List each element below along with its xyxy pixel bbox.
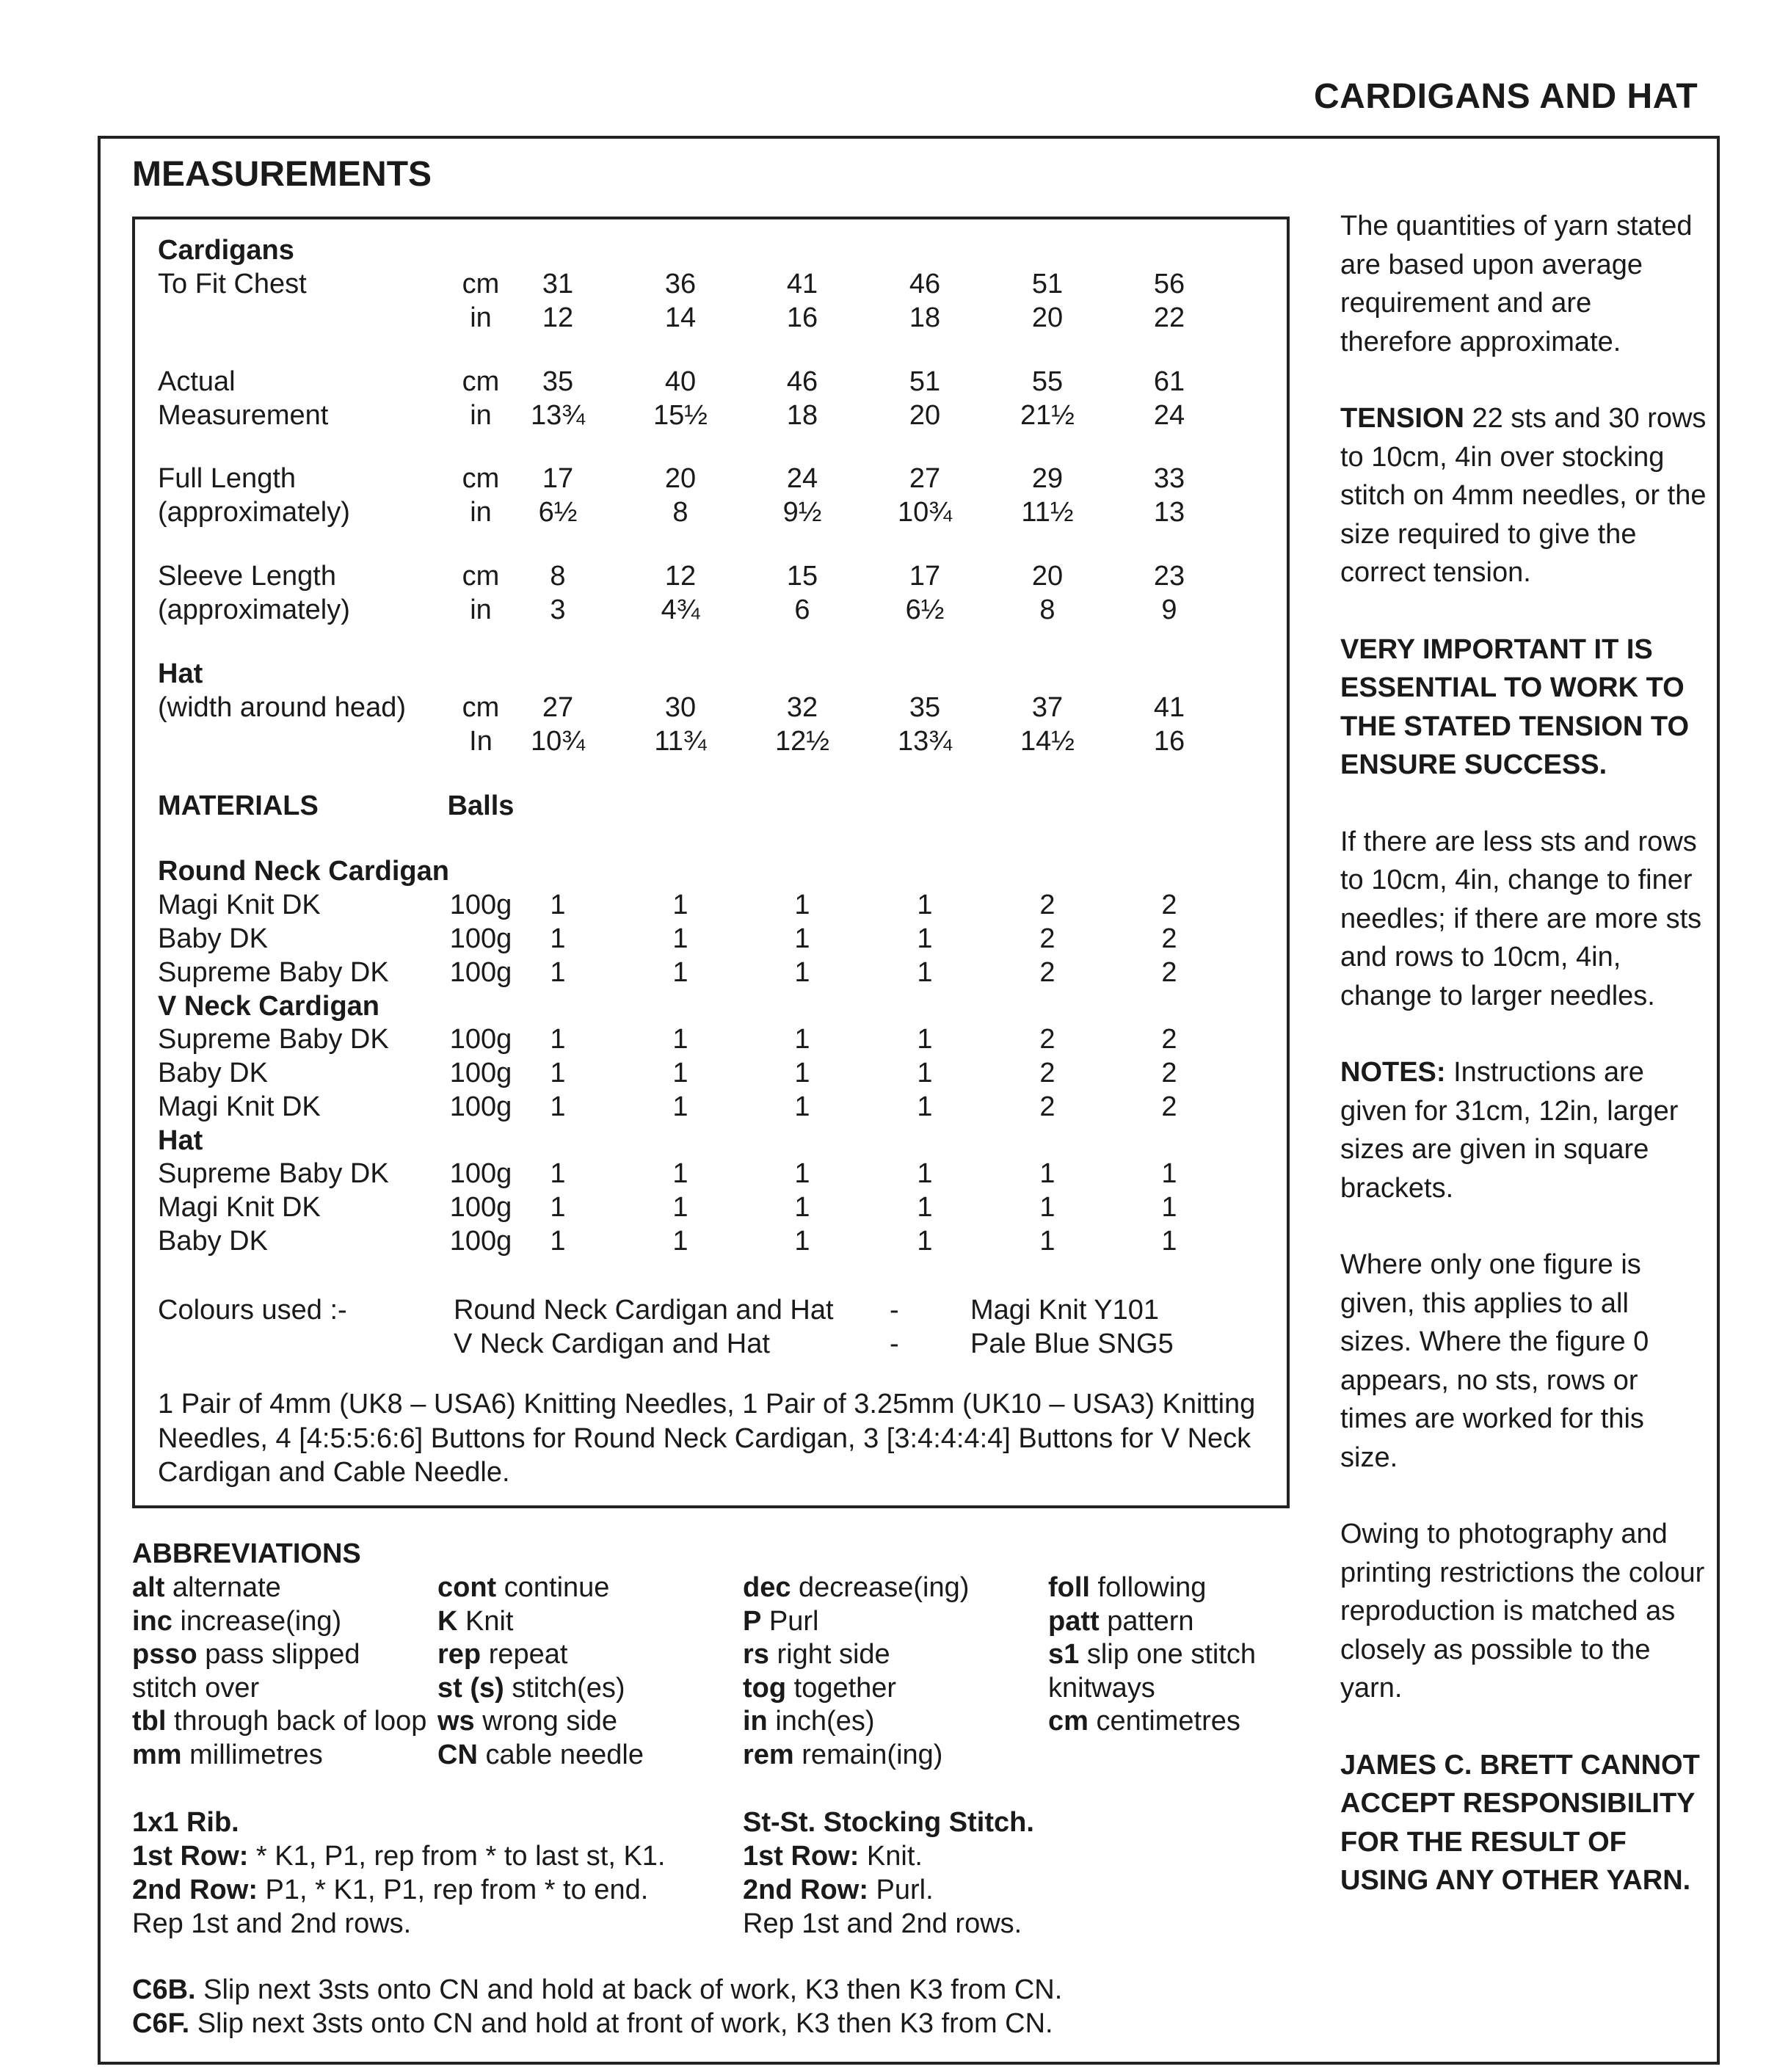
yarn-ball-qty: 1 <box>672 1058 688 1088</box>
yarn-ball-qty: 2 <box>1161 1024 1177 1055</box>
measure-row-sublabel: (approximately) <box>158 497 350 528</box>
photo-note: Owing to photography and printing restrictions the colour reproduction is matched as closely as possible to the yarn. <box>1340 1519 1705 1704</box>
hat-measure-label: Hat <box>158 658 203 689</box>
yarn-ball-qty: 1 <box>917 923 933 954</box>
yarn-name: Supreme Baby DK <box>158 1024 389 1055</box>
yarn-weight: 100g <box>449 1226 512 1257</box>
notes-text: Instructions are given for 31cm, 12in, larger sizes are given in square brackets. <box>1340 1057 1679 1204</box>
measure-in-value: 15½ <box>653 400 708 431</box>
yarn-weight: 100g <box>449 1058 512 1088</box>
unit-in: in <box>470 302 492 333</box>
hat-in-value: 16 <box>1153 726 1185 757</box>
hat-in-value: 12½ <box>775 726 829 757</box>
measure-cm-value: 46 <box>786 366 818 397</box>
yarn-ball-qty: 1 <box>917 1226 933 1257</box>
abbreviation-entry <box>437 1638 567 1672</box>
yarn-ball-qty: 1 <box>794 1091 810 1122</box>
measure-in-value: 6½ <box>538 497 578 528</box>
yarn-ball-qty: 1 <box>550 1091 566 1122</box>
abbreviation-entry <box>743 1605 819 1639</box>
abbreviation-meaning: right side <box>768 1639 890 1670</box>
yarn-ball-qty: 1 <box>917 1091 933 1122</box>
cardigans-label: Cardigans <box>158 235 294 266</box>
hat-cm-value: 41 <box>1153 692 1185 723</box>
abbreviation-meaning: alternate <box>164 1572 281 1603</box>
yarn-ball-qty: 1 <box>794 1158 810 1189</box>
colours-label: Colours used :- <box>158 1295 347 1326</box>
abbreviation-meaning: cable needle <box>477 1739 644 1770</box>
abbreviation-key: st (s) <box>437 1672 504 1704</box>
yarn-weight: 100g <box>449 1091 512 1122</box>
unit-cm: cm <box>462 692 500 723</box>
measure-cm-value: 35 <box>542 366 574 397</box>
st-row-2 <box>743 1873 934 1907</box>
abbreviation-entry <box>743 1571 969 1605</box>
measure-in-value: 6 <box>794 595 810 625</box>
measure-in-value: 13¾ <box>531 400 585 431</box>
measurements-title: MEASUREMENTS <box>132 155 432 194</box>
abbreviation-meaning: remain(ing) <box>793 1739 943 1770</box>
c6f-label: C6F. <box>132 2008 190 2039</box>
unit-in: in <box>470 400 492 431</box>
abbreviation-entry <box>1048 1638 1256 1672</box>
abbreviation-key: cont <box>437 1572 497 1603</box>
measure-row-label: Sleeve Length <box>158 561 336 592</box>
abbreviation-key: CN <box>437 1739 478 1770</box>
hat-in-value: 10¾ <box>531 726 585 757</box>
yarn-ball-qty: 1 <box>794 1024 810 1055</box>
material-group-title: Hat <box>158 1125 203 1156</box>
abbreviation-key: patt <box>1048 1605 1100 1637</box>
measure-in-value: 16 <box>786 302 818 333</box>
measure-in-value: 22 <box>1153 302 1185 333</box>
abbreviation-entry <box>743 1638 890 1672</box>
yarn-name: Magi Knit DK <box>158 1091 321 1122</box>
measure-in-value: 10¾ <box>898 497 952 528</box>
abbreviation-meaning: repeat <box>481 1639 568 1670</box>
yarn-ball-qty: 2 <box>1161 1091 1177 1122</box>
yarn-ball-qty: 1 <box>550 1024 566 1055</box>
abbreviation-meaning: together <box>786 1672 897 1704</box>
abbreviation-meaning: increase(ing) <box>172 1605 342 1637</box>
yarn-ball-qty: 1 <box>550 1192 566 1223</box>
measure-cm-value: 20 <box>664 463 697 494</box>
yarn-name: Magi Knit DK <box>158 1192 321 1223</box>
yarn-ball-qty: 1 <box>1161 1192 1177 1223</box>
hat-in-value: 14½ <box>1020 726 1075 757</box>
rib-row-2 <box>132 1873 648 1907</box>
balls-label: Balls <box>447 790 515 821</box>
yarn-ball-qty: 1 <box>917 1024 933 1055</box>
yarn-name: Baby DK <box>158 1226 268 1257</box>
measure-cm-value: 33 <box>1153 463 1185 494</box>
abbreviation-entry <box>1048 1705 1240 1739</box>
measure-in-value: 13 <box>1153 497 1185 528</box>
abbreviation-key: dec <box>743 1572 791 1603</box>
yarn-weight: 100g <box>449 1024 512 1055</box>
yarn-ball-qty: 1 <box>1039 1192 1055 1223</box>
abbreviation-entry <box>1048 1605 1194 1639</box>
measure-cm-value: 55 <box>1031 366 1064 397</box>
abbreviation-meaning: Knit <box>457 1605 514 1637</box>
measure-cm-value: 51 <box>909 366 941 397</box>
st-row-1-text: Knit. <box>859 1841 923 1872</box>
yarn-ball-qty: 1 <box>1039 1226 1055 1257</box>
yarn-ball-qty: 2 <box>1039 923 1055 954</box>
abbreviation-entry <box>437 1605 514 1639</box>
unit-cm: cm <box>462 561 500 592</box>
measure-cm-value: 51 <box>1031 269 1064 299</box>
yarn-weight: 100g <box>449 1158 512 1189</box>
unit-cm: cm <box>462 269 500 299</box>
measure-cm-value: 40 <box>664 366 697 397</box>
abbreviation-key: rs <box>743 1639 769 1670</box>
abbreviation-meaning: Purl <box>761 1605 819 1637</box>
measure-in-value: 14 <box>664 302 697 333</box>
c6b-instruction <box>132 1973 1062 2007</box>
colour-item-1: Round Neck Cardigan and Hat <box>454 1295 834 1326</box>
hat-cm-value: 27 <box>542 692 574 723</box>
abbreviation-meaning: through back of loop <box>166 1706 427 1737</box>
yarn-weight: 100g <box>449 923 512 954</box>
yarn-ball-qty: 2 <box>1161 890 1177 920</box>
yarn-ball-qty: 1 <box>917 1192 933 1223</box>
abbreviation-key: in <box>743 1706 768 1737</box>
measure-in-value: 20 <box>1031 302 1064 333</box>
yarn-ball-qty: 2 <box>1039 1024 1055 1055</box>
important-note: VERY IMPORTANT IT IS ESSENTIAL TO WORK TO THE STATED TENSION TO ENSURE SUCCESS. <box>1340 633 1690 780</box>
st-row-1 <box>743 1839 923 1873</box>
abbreviation-entry <box>132 1638 360 1672</box>
c6f-text: Slip next 3sts onto CN and hold at front of work, K3 then K3 from CN. <box>189 2008 1053 2039</box>
abbreviation-entry <box>437 1705 617 1739</box>
rib-row-2-text: P1, * K1, P1, rep from * to end. <box>257 1875 649 1905</box>
figure-note: Where only one figure is given, this applies to all sizes. Where the figure 0 appears, no sts, rows or times are worked for this size. <box>1340 1249 1649 1473</box>
abbreviation-entry <box>437 1739 644 1773</box>
yarn-name: Supreme Baby DK <box>158 957 389 988</box>
abbreviation-entry <box>132 1571 281 1605</box>
notes-note <box>1340 1053 1707 1207</box>
rib-row-1-label: 1st Row: <box>132 1841 249 1872</box>
yarn-weight: 100g <box>449 890 512 920</box>
measure-cm-value: 23 <box>1153 561 1185 592</box>
abbreviation-entry <box>743 1672 896 1706</box>
abbreviation-meaning: inch(es) <box>767 1706 875 1737</box>
abbreviation-entry <box>1048 1672 1155 1706</box>
abbreviation-key: K <box>437 1605 458 1637</box>
materials-label: MATERIALS <box>158 790 319 821</box>
unit-cm: cm <box>462 366 500 397</box>
measure-cm-value: 12 <box>664 561 697 592</box>
yarn-name: Supreme Baby DK <box>158 1158 389 1189</box>
measure-cm-value: 31 <box>542 269 574 299</box>
yarn-ball-qty: 1 <box>917 957 933 988</box>
unit-in: in <box>470 497 492 528</box>
yarn-ball-qty: 1 <box>550 923 566 954</box>
hat-cm-value: 35 <box>909 692 941 723</box>
abbreviation-meaning: continue <box>496 1572 610 1603</box>
abbreviation-meaning: centimetres <box>1088 1706 1240 1737</box>
disclaimer: JAMES C. BRETT CANNOT ACCEPT RESPONSIBILITY FOR THE RESULT OF USING ANY OTHER YARN. <box>1340 1749 1700 1896</box>
measure-cm-value: 29 <box>1031 463 1064 494</box>
measure-cm-value: 24 <box>786 463 818 494</box>
hat-cm-value: 37 <box>1031 692 1064 723</box>
abbreviation-key: rep <box>437 1639 482 1670</box>
measure-in-value: 8 <box>672 497 688 528</box>
c6f-instruction <box>132 2007 1053 2040</box>
measure-cm-value: 46 <box>909 269 941 299</box>
abbreviation-meaning: stitch(es) <box>504 1672 625 1704</box>
measure-in-value: 3 <box>550 595 566 625</box>
yarn-ball-qty: 1 <box>550 890 566 920</box>
rib-row-1-text: * K1, P1, rep from * to last st, K1. <box>248 1841 666 1872</box>
yarn-ball-qty: 1 <box>672 1192 688 1223</box>
measure-in-value: 9½ <box>782 497 822 528</box>
yarn-ball-qty: 1 <box>1039 1158 1055 1189</box>
tension-note <box>1340 399 1707 592</box>
measure-in-value: 24 <box>1153 400 1185 431</box>
tension-text: 22 sts and 30 rows to 10cm, 4in over stocking stitch on 4mm needles, or the size required to give the correct tension. <box>1340 403 1707 588</box>
abbreviation-key: alt <box>132 1572 165 1603</box>
abbreviation-entry <box>132 1739 323 1773</box>
measure-in-value: 8 <box>1039 595 1055 625</box>
measure-cm-value: 56 <box>1153 269 1185 299</box>
yarn-ball-qty: 1 <box>550 1158 566 1189</box>
abbreviation-entry <box>743 1705 875 1739</box>
colour-value-2: Pale Blue SNG5 <box>970 1328 1174 1359</box>
rib-row-2-label: 2nd Row: <box>132 1875 258 1905</box>
needles-advice: If there are less sts and rows to 10cm, 4in, change to finer needles; if there are more sts and rows to 10cm, 4in, change to larger needles. <box>1340 826 1702 1011</box>
yarn-weight: 100g <box>449 1192 512 1223</box>
abbreviation-key: rem <box>743 1739 794 1770</box>
st-row-2-label: 2nd Row: <box>743 1875 868 1905</box>
hat-cm-value: 32 <box>786 692 818 723</box>
measure-cm-value: 17 <box>909 561 941 592</box>
measure-cm-value: 20 <box>1031 561 1064 592</box>
yarn-ball-qty: 1 <box>550 1226 566 1257</box>
yarn-name: Baby DK <box>158 923 268 954</box>
yarn-ball-qty: 1 <box>794 1226 810 1257</box>
abbreviation-meaning: pattern <box>1099 1605 1194 1637</box>
unit-in: In <box>469 726 493 757</box>
yarn-ball-qty: 1 <box>672 1226 688 1257</box>
yarn-ball-qty: 1 <box>794 957 810 988</box>
needles-note: 1 Pair of 4mm (UK8 – USA6) Knitting Needles, 1 Pair of 3.25mm (UK10 – USA3) Knitting Needles, 4 [4:5:5:6:6] Buttons for Round Neck Cardigan, 3 [3:4:4:4:4] Buttons for V Neck Cardigan and Cable Needle. <box>158 1389 1256 1488</box>
yarn-name: Baby DK <box>158 1058 268 1088</box>
measure-in-value: 9 <box>1161 595 1177 625</box>
hat-in-value: 11¾ <box>654 726 707 757</box>
measure-in-value: 11½ <box>1021 497 1074 528</box>
abbreviation-entry <box>132 1705 426 1739</box>
abbreviation-meaning: pass slipped <box>197 1639 360 1670</box>
yarn-ball-qty: 1 <box>917 890 933 920</box>
yarn-ball-qty: 2 <box>1039 1091 1055 1122</box>
yarn-weight: 100g <box>449 957 512 988</box>
material-group-title: V Neck Cardigan <box>158 991 379 1022</box>
abbreviation-entry <box>743 1739 942 1773</box>
page-header-title: CARDIGANS AND HAT <box>1314 77 1698 116</box>
measure-cm-value: 15 <box>786 561 818 592</box>
yarn-ball-qty: 1 <box>672 1158 688 1189</box>
measure-cm-value: 17 <box>542 463 574 494</box>
abbreviation-key: s1 <box>1048 1639 1080 1670</box>
measure-cm-value: 27 <box>909 463 941 494</box>
abbreviation-key: tog <box>743 1672 787 1704</box>
measure-cm-value: 41 <box>786 269 818 299</box>
yarn-ball-qty: 1 <box>672 957 688 988</box>
abbreviation-entry <box>132 1672 259 1706</box>
colour-dash-2: - <box>890 1328 899 1359</box>
measure-row-label: To Fit Chest <box>158 269 307 299</box>
abbreviation-entry <box>437 1571 609 1605</box>
abbreviation-meaning: stitch over <box>132 1672 260 1704</box>
abbreviation-key: foll <box>1048 1572 1090 1603</box>
tension-label: TENSION <box>1340 403 1464 434</box>
measure-in-value: 12 <box>542 302 574 333</box>
abbreviation-meaning: millimetres <box>181 1739 323 1770</box>
abbreviations-title: ABBREVIATIONS <box>132 1538 361 1569</box>
abbreviation-key: tbl <box>132 1706 167 1737</box>
colour-dash-1: - <box>890 1295 899 1326</box>
colour-value-1: Magi Knit Y101 <box>970 1295 1160 1326</box>
abbreviation-key: psso <box>132 1639 197 1670</box>
yarn-ball-qty: 1 <box>550 1058 566 1088</box>
c6b-label: C6B. <box>132 1974 196 2005</box>
rib-repeat: Rep 1st and 2nd rows. <box>132 1908 412 1939</box>
rib-row-1 <box>132 1839 666 1873</box>
abbreviation-key: ws <box>437 1706 475 1737</box>
yarn-ball-qty: 1 <box>794 923 810 954</box>
abbreviation-key: cm <box>1048 1706 1089 1737</box>
yarn-ball-qty: 1 <box>917 1158 933 1189</box>
hat-cm-value: 30 <box>664 692 697 723</box>
abbreviation-key: inc <box>132 1605 172 1637</box>
yarn-ball-qty: 2 <box>1161 923 1177 954</box>
yarn-ball-qty: 1 <box>794 1192 810 1223</box>
yarn-ball-qty: 1 <box>1161 1158 1177 1189</box>
measure-in-value: 21½ <box>1020 400 1075 431</box>
yarn-ball-qty: 2 <box>1039 957 1055 988</box>
hat-measure-sublabel: (width around head) <box>158 692 406 723</box>
notes-label: NOTES: <box>1340 1057 1446 1088</box>
yarn-ball-qty: 2 <box>1039 1058 1055 1088</box>
abbreviation-meaning: knitways <box>1048 1672 1155 1704</box>
measure-in-value: 4¾ <box>661 595 700 625</box>
measure-in-value: 6½ <box>905 595 945 625</box>
abbreviation-entry <box>132 1605 341 1639</box>
measure-cm-value: 36 <box>664 269 697 299</box>
yarn-ball-qty: 2 <box>1039 890 1055 920</box>
sidebar-notes <box>1340 207 1707 1938</box>
unit-in: in <box>470 595 492 625</box>
yarn-ball-qty: 1 <box>550 957 566 988</box>
yarn-ball-qty: 1 <box>672 890 688 920</box>
colour-item-2: V Neck Cardigan and Hat <box>454 1328 770 1359</box>
measure-row-label: Actual <box>158 366 236 397</box>
yarn-ball-qty: 1 <box>794 1058 810 1088</box>
abbreviation-key: P <box>743 1605 762 1637</box>
c6b-text: Slip next 3sts onto CN and hold at back of work, K3 then K3 from CN. <box>195 1974 1063 2005</box>
yarn-ball-qty: 2 <box>1161 957 1177 988</box>
measure-in-value: 18 <box>786 400 818 431</box>
hat-in-value: 13¾ <box>898 726 952 757</box>
abbreviation-meaning: following <box>1089 1572 1207 1603</box>
abbreviation-entry <box>1048 1571 1206 1605</box>
measure-cm-value: 61 <box>1153 366 1185 397</box>
yarn-name: Magi Knit DK <box>158 890 321 920</box>
rib-title: 1x1 Rib. <box>132 1807 239 1838</box>
yarn-ball-qty: 1 <box>1161 1226 1177 1257</box>
material-group-title: Round Neck Cardigan <box>158 856 449 887</box>
st-repeat: Rep 1st and 2nd rows. <box>743 1908 1022 1939</box>
abbreviation-meaning: decrease(ing) <box>791 1572 970 1603</box>
measure-row-sublabel: Measurement <box>158 400 329 431</box>
measure-row-sublabel: (approximately) <box>158 595 350 625</box>
measure-row-label: Full Length <box>158 463 297 494</box>
yarn-ball-qty: 1 <box>672 923 688 954</box>
abbreviation-entry <box>437 1672 625 1706</box>
st-row-1-label: 1st Row: <box>743 1841 860 1872</box>
yarn-ball-qty: 1 <box>672 1024 688 1055</box>
yarn-ball-qty: 1 <box>672 1091 688 1122</box>
abbreviation-meaning: wrong side <box>474 1706 618 1737</box>
stocking-stitch-title: St-St. Stocking Stitch. <box>743 1807 1034 1838</box>
abbreviation-key: mm <box>132 1739 182 1770</box>
measure-in-value: 18 <box>909 302 941 333</box>
yarn-ball-qty: 1 <box>794 890 810 920</box>
measure-cm-value: 8 <box>550 561 566 592</box>
unit-cm: cm <box>462 463 500 494</box>
yarn-ball-qty: 1 <box>917 1058 933 1088</box>
yarn-quantity-note: The quantities of yarn stated are based upon average requirement and are therefore approximate. <box>1340 211 1693 357</box>
abbreviation-meaning: slip one stitch <box>1079 1639 1257 1670</box>
yarn-ball-qty: 2 <box>1161 1058 1177 1088</box>
measure-in-value: 20 <box>909 400 941 431</box>
st-row-2-text: Purl. <box>868 1875 934 1905</box>
